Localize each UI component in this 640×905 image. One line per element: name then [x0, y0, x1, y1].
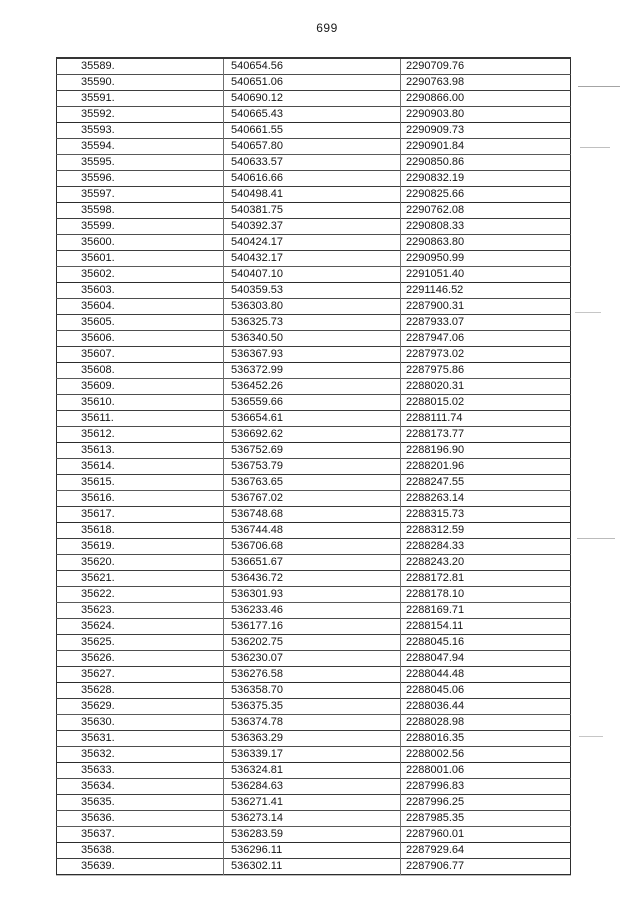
easting-cell: 540424.17	[224, 235, 401, 251]
northing-cell: 2290762.08	[406, 204, 465, 216]
easting-cell: 540661.55	[224, 123, 401, 139]
easting-cell: 536372.99	[224, 363, 401, 379]
easting-cell: 536340.50	[224, 331, 401, 347]
northing-cell: 2287973.02	[406, 348, 465, 360]
northing-cell: 2290909.73	[406, 124, 465, 136]
northing-cell: 2288045.16	[406, 636, 465, 648]
point-number-cell: 35604.	[57, 299, 224, 315]
easting-cell: 540432.17	[224, 251, 401, 267]
point-number-cell: 35623.	[57, 603, 224, 619]
table-row	[57, 571, 571, 587]
point-number-cell: 35634.	[57, 779, 224, 795]
table-row	[57, 363, 571, 379]
northing-cell: 2288243.20	[406, 556, 465, 568]
scan-artifact	[578, 86, 620, 87]
point-number-cell: 35598.	[57, 203, 224, 219]
table-row	[57, 507, 571, 523]
easting-cell: 536339.17	[224, 747, 401, 763]
northing-cell: 2287985.35	[406, 812, 465, 824]
northing-cell: 2288178.10	[406, 588, 465, 600]
northing-cell: 2287960.01	[406, 828, 465, 840]
table-row	[57, 539, 571, 555]
point-number-cell: 35638.	[57, 843, 224, 859]
easting-cell: 536303.80	[224, 299, 401, 315]
table-row	[57, 587, 571, 603]
northing-cell: 2290866.00	[406, 92, 465, 104]
easting-cell: 536374.78	[224, 715, 401, 731]
easting-cell: 536692.62	[224, 427, 401, 443]
table-row	[57, 427, 571, 443]
easting-cell: 540381.75	[224, 203, 401, 219]
easting-cell: 540633.57	[224, 155, 401, 171]
easting-cell: 540392.37	[224, 219, 401, 235]
table-row	[57, 619, 571, 635]
northing-cell: 2290825.66	[406, 188, 465, 200]
page-number: 699	[316, 21, 338, 35]
easting-cell: 536302.11	[224, 859, 401, 875]
table-row	[57, 475, 571, 491]
easting-cell: 536271.41	[224, 795, 401, 811]
table-row	[57, 219, 571, 235]
table-row	[57, 395, 571, 411]
point-number-cell: 35589.	[57, 58, 224, 75]
northing-cell: 2288028.98	[406, 716, 465, 728]
northing-cell: 2288315.73	[406, 508, 465, 520]
northing-cell: 2287900.31	[406, 300, 465, 312]
northing-cell: 2288173.77	[406, 428, 465, 440]
northing-cell: 2290903.80	[406, 108, 465, 120]
northing-cell: 2288020.31	[406, 380, 465, 392]
point-number-cell: 35618.	[57, 523, 224, 539]
northing-cell: 2290808.33	[406, 220, 465, 232]
point-number-cell: 35597.	[57, 187, 224, 203]
easting-cell: 536651.67	[224, 555, 401, 571]
point-number-cell: 35603.	[57, 283, 224, 299]
easting-cell: 536283.59	[224, 827, 401, 843]
easting-cell: 540498.41	[224, 187, 401, 203]
easting-cell: 536752.69	[224, 443, 401, 459]
point-number-cell: 35626.	[57, 651, 224, 667]
table-row	[57, 171, 571, 187]
point-number-cell: 35608.	[57, 363, 224, 379]
table-row	[57, 91, 571, 107]
table-row	[57, 267, 571, 283]
northing-cell: 2288036.44	[406, 700, 465, 712]
northing-cell: 2290850.86	[406, 156, 465, 168]
table-row	[57, 58, 571, 75]
easting-cell: 540407.10	[224, 267, 401, 283]
point-number-cell: 35611.	[57, 411, 224, 427]
table-row	[57, 635, 571, 651]
table-row	[57, 523, 571, 539]
easting-cell: 536706.68	[224, 539, 401, 555]
easting-cell: 536273.14	[224, 811, 401, 827]
easting-cell: 536358.70	[224, 683, 401, 699]
easting-cell: 536367.93	[224, 347, 401, 363]
easting-cell: 536744.48	[224, 523, 401, 539]
scan-artifact	[577, 538, 615, 539]
point-number-cell: 35601.	[57, 251, 224, 267]
point-number-cell: 35620.	[57, 555, 224, 571]
table-row	[57, 123, 571, 139]
northing-cell: 2288016.35	[406, 732, 465, 744]
northing-cell: 2288001.06	[406, 764, 465, 776]
table-row	[57, 651, 571, 667]
point-number-cell: 35606.	[57, 331, 224, 347]
table-row	[57, 315, 571, 331]
point-number-cell: 35607.	[57, 347, 224, 363]
easting-cell: 536748.68	[224, 507, 401, 523]
easting-cell: 536324.81	[224, 763, 401, 779]
easting-cell: 536767.02	[224, 491, 401, 507]
table-row	[57, 715, 571, 731]
easting-cell: 536325.73	[224, 315, 401, 331]
easting-cell: 540651.06	[224, 75, 401, 91]
easting-cell: 536233.46	[224, 603, 401, 619]
table-row	[57, 699, 571, 715]
point-number-cell: 35590.	[57, 75, 224, 91]
northing-cell: 2291051.40	[406, 268, 465, 280]
northing-cell: 2290901.84	[406, 140, 465, 152]
point-number-cell: 35592.	[57, 107, 224, 123]
northing-cell: 2287996.83	[406, 780, 465, 792]
table-row	[57, 283, 571, 299]
table-row	[57, 251, 571, 267]
easting-cell: 540657.80	[224, 139, 401, 155]
easting-cell: 540654.56	[224, 58, 401, 75]
northing-cell: 2287933.07	[406, 316, 465, 328]
easting-cell: 536177.16	[224, 619, 401, 635]
point-number-cell: 35605.	[57, 315, 224, 331]
point-number-cell: 35593.	[57, 123, 224, 139]
coordinate-table	[56, 57, 571, 875]
table-row	[57, 667, 571, 683]
point-number-cell: 35639.	[57, 859, 224, 875]
table-row	[57, 811, 571, 827]
easting-cell: 540665.43	[224, 107, 401, 123]
easting-cell: 536436.72	[224, 571, 401, 587]
point-number-cell: 35609.	[57, 379, 224, 395]
point-number-cell: 35599.	[57, 219, 224, 235]
table-row	[57, 459, 571, 475]
easting-cell: 540359.53	[224, 283, 401, 299]
northing-cell: 2288312.59	[406, 524, 465, 536]
table-row	[57, 827, 571, 843]
northing-cell: 2290709.76	[406, 60, 465, 72]
point-number-cell: 35615.	[57, 475, 224, 491]
coordinate-table-body	[57, 58, 571, 875]
table-row	[57, 379, 571, 395]
northing-cell: 2290763.98	[406, 76, 465, 88]
point-number-cell: 35633.	[57, 763, 224, 779]
northing-cell: 2290863.80	[406, 236, 465, 248]
point-number-cell: 35636.	[57, 811, 224, 827]
easting-cell: 536375.35	[224, 699, 401, 715]
point-number-cell: 35617.	[57, 507, 224, 523]
northing-cell: 2288284.33	[406, 540, 465, 552]
easting-cell: 536654.61	[224, 411, 401, 427]
point-number-cell: 35591.	[57, 91, 224, 107]
easting-cell: 536763.65	[224, 475, 401, 491]
point-number-cell: 35627.	[57, 667, 224, 683]
easting-cell: 536363.29	[224, 731, 401, 747]
point-number-cell: 35595.	[57, 155, 224, 171]
northing-cell: 2287906.77	[406, 860, 465, 872]
northing-cell: 2287929.64	[406, 844, 465, 856]
point-number-cell: 35628.	[57, 683, 224, 699]
point-number-cell: 35619.	[57, 539, 224, 555]
table-row	[57, 347, 571, 363]
northing-cell: 2288002.56	[406, 748, 465, 760]
table-row	[57, 139, 571, 155]
table-row	[57, 603, 571, 619]
northing-cell: 2288169.71	[406, 604, 465, 616]
scan-artifact	[575, 312, 601, 313]
easting-cell: 536452.26	[224, 379, 401, 395]
easting-cell: 536296.11	[224, 843, 401, 859]
point-number-cell: 35621.	[57, 571, 224, 587]
scan-artifact	[580, 147, 610, 148]
table-row	[57, 843, 571, 859]
northing-cell: 2287996.25	[406, 796, 465, 808]
point-number-cell: 35629.	[57, 699, 224, 715]
easting-cell: 536301.93	[224, 587, 401, 603]
northing-cell: 2288044.48	[406, 668, 465, 680]
northing-cell: 2288263.14	[406, 492, 465, 504]
table-row	[57, 299, 571, 315]
northing-cell: 2288247.55	[406, 476, 465, 488]
table-row	[57, 731, 571, 747]
northing-cell: 2291146.52	[406, 284, 464, 296]
northing-cell: 2288047.94	[406, 652, 465, 664]
point-number-cell: 35622.	[57, 587, 224, 603]
table-row	[57, 187, 571, 203]
northing-cell: 2288045.06	[406, 684, 465, 696]
table-row	[57, 107, 571, 123]
easting-cell: 536559.66	[224, 395, 401, 411]
point-number-cell: 35613.	[57, 443, 224, 459]
table-row	[57, 859, 571, 875]
table-row	[57, 155, 571, 171]
point-number-cell: 35635.	[57, 795, 224, 811]
point-number-cell: 35631.	[57, 731, 224, 747]
table-row	[57, 763, 571, 779]
easting-cell: 536753.79	[224, 459, 401, 475]
table-row	[57, 443, 571, 459]
easting-cell: 536284.63	[224, 779, 401, 795]
point-number-cell: 35610.	[57, 395, 224, 411]
point-number-cell: 35596.	[57, 171, 224, 187]
scan-artifact	[579, 736, 603, 737]
point-number-cell: 35614.	[57, 459, 224, 475]
northing-cell: 2288201.96	[406, 460, 465, 472]
table-row	[57, 795, 571, 811]
point-number-cell: 35594.	[57, 139, 224, 155]
point-number-cell: 35612.	[57, 427, 224, 443]
table-row	[57, 331, 571, 347]
table-row	[57, 779, 571, 795]
easting-cell: 540616.66	[224, 171, 401, 187]
table-row	[57, 491, 571, 507]
northing-cell: 2288154.11	[406, 620, 464, 632]
point-number-cell: 35637.	[57, 827, 224, 843]
point-number-cell: 35632.	[57, 747, 224, 763]
table-row	[57, 411, 571, 427]
table-row	[57, 235, 571, 251]
northing-cell: 2287975.86	[406, 364, 465, 376]
easting-cell: 536276.58	[224, 667, 401, 683]
easting-cell: 536230.07	[224, 651, 401, 667]
northing-cell: 2288111.74	[406, 412, 463, 424]
easting-cell: 536202.75	[224, 635, 401, 651]
point-number-cell: 35630.	[57, 715, 224, 731]
point-number-cell: 35624.	[57, 619, 224, 635]
table-row	[57, 75, 571, 91]
point-number-cell: 35602.	[57, 267, 224, 283]
table-row	[57, 555, 571, 571]
easting-cell: 540690.12	[224, 91, 401, 107]
table-row	[57, 747, 571, 763]
northing-cell: 2288172.81	[406, 572, 465, 584]
northing-cell: 2287947.06	[406, 332, 465, 344]
table-row	[57, 203, 571, 219]
northing-cell: 2290950.99	[406, 252, 465, 264]
northing-cell: 2288196.90	[406, 444, 465, 456]
northing-cell: 2290832.19	[406, 172, 465, 184]
table-row	[57, 683, 571, 699]
point-number-cell: 35625.	[57, 635, 224, 651]
northing-cell: 2288015.02	[406, 396, 465, 408]
point-number-cell: 35616.	[57, 491, 224, 507]
point-number-cell: 35600.	[57, 235, 224, 251]
